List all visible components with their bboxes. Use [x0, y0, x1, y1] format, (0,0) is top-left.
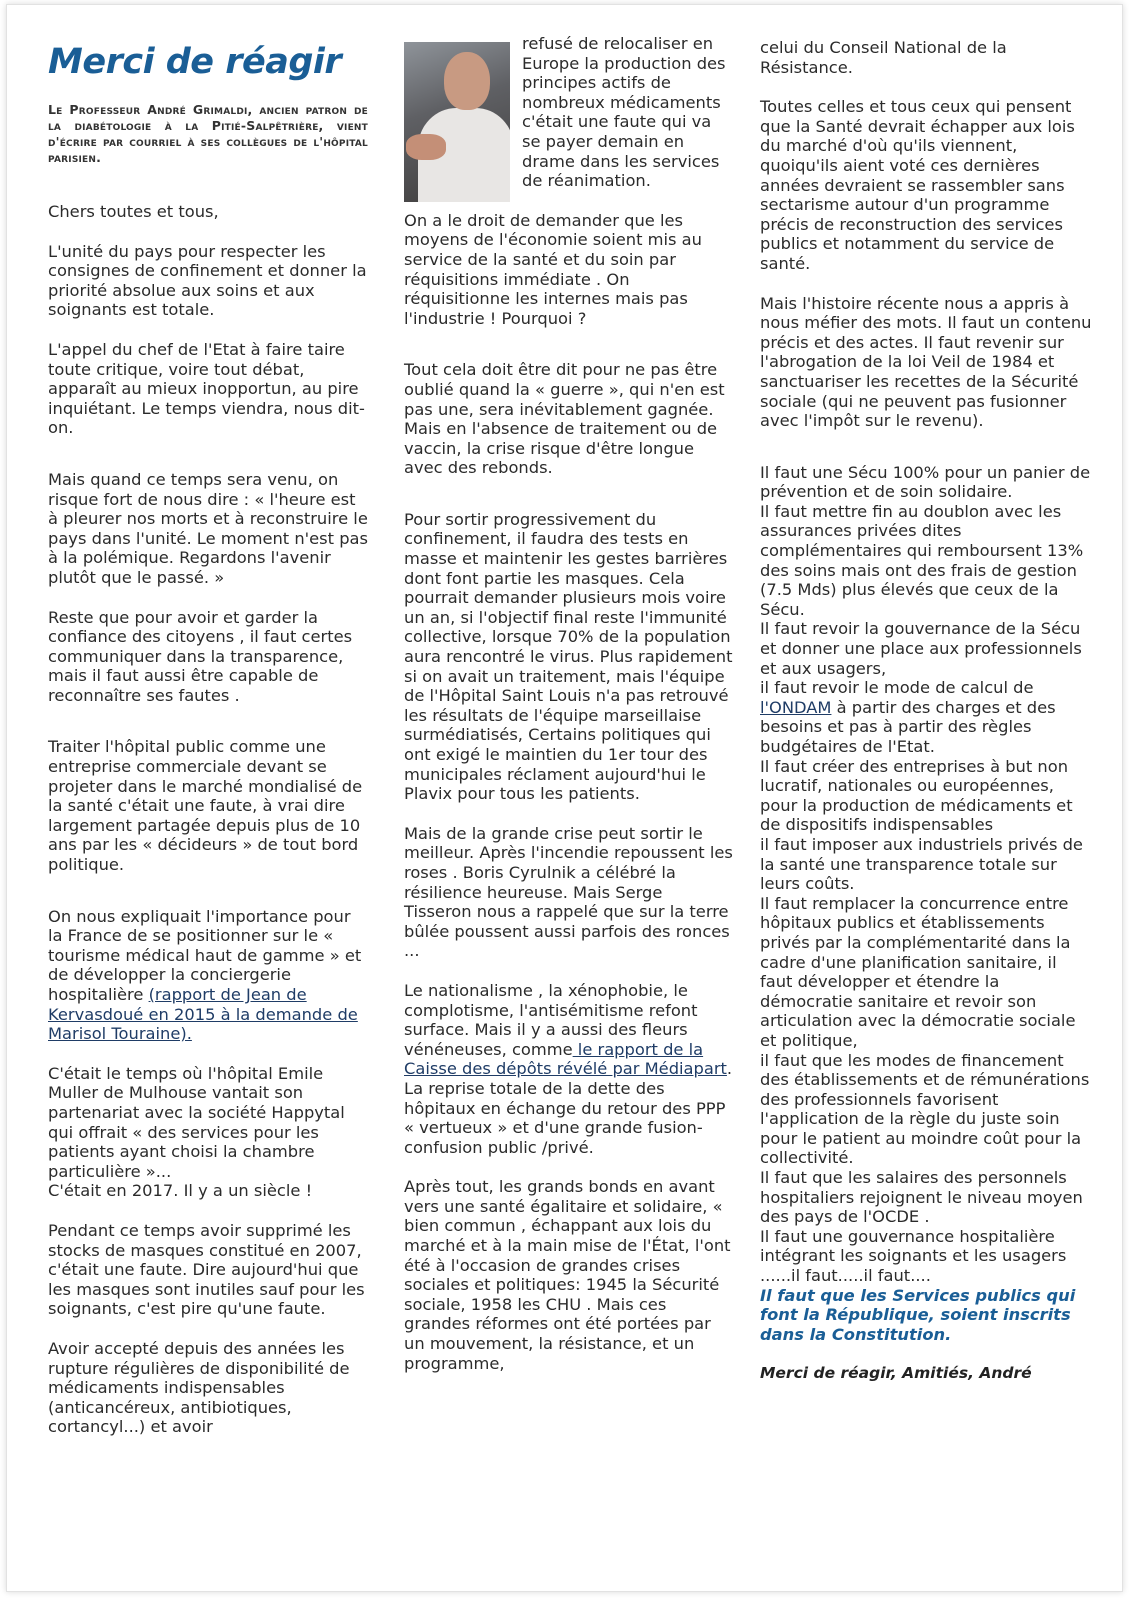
list-item: Il faut créer des entreprises à but non lucratif, nationales ou européennes, pour la production de médicaments et de dispositifs indispensables [760, 756, 1073, 835]
closing-statement-period: . [945, 1324, 952, 1344]
paragraph: Pendant ce temps avoir supprimé les stocks de masques constitué en 2007, c'était une faute. Dire aujourd'hui que les masques sont inutiles sauf pour les soignants, c'est pire qu'une faute. [48, 1220, 365, 1319]
paragraph: Avoir accepté depuis des années les rupture régulières de disponibilité de médicaments indispensables (anticancéreux, antibiotiques, cortancyl...) et avoir [48, 1338, 350, 1437]
paragraph-text: On nous expliquait l'importance pour la France de se positionner sur le « tourisme médical haut de gamme » et de développer la conciergerie hospitalière [48, 906, 362, 1004]
paragraph: celui du Conseil National de la Résistance. [760, 38, 1007, 77]
list-item: Il faut remplacer la concurrence entre hôpitaux publics et établissements privés par la complémentarité dans la cadre d'une planification sanitaire, il faut développer et étendre la démocratie sanitaire et revoir son articulation avec la démocratie sociale et politique, [760, 893, 1076, 1050]
portrait-photo [404, 42, 510, 202]
list-item [760, 678, 1092, 756]
paragraph: Pour sortir progressivement du confinement, il faudra des tests en masse et maintenir les gestes barrières dont font partie les masques. Cela pourrait demander plusieurs mois voire un an, si l'objectif final reste l'immunité collective, lorsque 70% de la population aura rencontré le virus. Plus rapidement si on avait un traitement, mais l'équipe de l'Hôpital Saint Louis n'a pas retrouvé les résultats de l'équipe marseillaise surmédiatisés, Certains politiques qui ont exigé le maintien du 1er tour des municipales réclament aujourd'hui le Plavix pour tous les patients. [404, 509, 733, 804]
list-item-text: à partir des charges et des besoins et pas à partir des règles budgétaires de l'Etat. [760, 697, 1056, 756]
paragraph-text: Le nationalisme , la xénophobie, le complotisme, l'antisémitisme refont surface. Mais il y a aussi des fleurs vénéneuses, comme [404, 980, 698, 1059]
signature: Merci de réagir, Amitiés, André [760, 1364, 1032, 1383]
column-1 [48, 28, 368, 1457]
article-title: Merci de réagir [48, 42, 342, 82]
column-3 [760, 38, 1092, 1404]
list-item: Il faut que les salaires des personnels hospitaliers rejoignent le niveau moyen des pays de l'OCDE . [760, 1168, 1083, 1227]
paragraph-text: . La reprise totale de la dette des hôpitaux en échange du retour des PPP « vertueux » et d'une grande fusion-confusion public /privé. [404, 1059, 733, 1157]
list-item: il faut que les modes de financement des établissements et de rémunérations des professionnels favorisent l'application de la règle du juste soin pour le patient au moindre coût pour la collectivité. [760, 1050, 1090, 1168]
list-item: il faut imposer aux industriels privés de la santé une transparence totale sur leurs coûts. [760, 834, 1083, 894]
list-item: Il faut une Sécu 100% pour un panier de prévention et de soin solidaire. [760, 462, 1091, 502]
paragraph [404, 981, 734, 1157]
column-2 [404, 34, 734, 1393]
paragraph: On a le droit de demander que les moyens de l'économie soient mis au service de la santé et du soin par réquisitions immédiate . On réquisitionne les internes mais pas l'industrie ! Pourquoi ? [404, 210, 702, 328]
kervasdoue-report-link[interactable]: (rapport de Jean de Kervasdoué en 2015 à la demande de Marisol Touraine). [48, 985, 358, 1044]
paragraph: Reste que pour avoir et garder la confiance des citoyens , il faut certes communiquer dans la transparence, mais il faut aussi être capable de reconnaître ses fautes . [48, 607, 353, 705]
paragraph: Mais quand ce temps sera venu, on risque fort de nous dire : « l'heure est à pleurer nos morts et à reconstruire le pays dans l'unité. Le moment n'est pas à la polémique. Regardons l'avenir plutôt que le passé. » [48, 469, 369, 587]
list-item: Il faut mettre fin au doublon avec les assurances privées dites complémentaires qui remboursent 13% des soins mais ont des frais de gestion (7.5 Mds) plus élevés que ceux de la Sécu. [760, 501, 1084, 619]
list-item: Il faut une gouvernance hospitalière intégrant les soignants et les usagers ......il faut.....il faut.... [760, 1226, 1067, 1286]
paragraph: Après tout, les grands bonds en avant vers une santé égalitaire et solidaire, « bien commun , échappant aux lois du marché et à la main mise de l'État, l'ont été à l'occasion de grandes crises sociales et politiques: 1945 la Sécurité sociale, 1958 les CHU . Mais ces grandes réformes ont été portées par un mouvement, la résistance, et un programme, [404, 1177, 731, 1373]
ondam-link[interactable]: l'ONDAM [760, 697, 832, 717]
paragraph: Mais de la grande crise peut sortir le meilleur. Après l'incendie repoussent les roses . Boris Cyrulnik a célébré la résilience heureuse. Mais Serge Tisseron nous a rappelé que sur la terre bûlée poussent aussi parfois des ronces ... [404, 823, 733, 961]
paragraph: refusé de relocaliser en Europe la production des principes actifs de nombreux médicaments c'était une faute qui va se payer demain en drame dans les services de réanimation. [522, 34, 726, 191]
list-item: Il faut revoir la gouvernance de la Sécu et donner une place aux professionnels et aux usagers, [760, 619, 1082, 678]
paragraph: Mais l'histoire récente nous a appris à nous méfier des mots. Il faut un contenu précis et des actes. Il faut revenir sur l'abrogation de la loi Veil de 1984 et sanctuariser les recettes de la Sécurité sociale (qui ne peuvent pas fusionner avec l'impôt sur le revenu). [760, 293, 1092, 431]
paragraph: Toutes celles et tous ceux qui pensent que la Santé devrait échapper aux lois du marché d'où qu'ils viennent, quoiqu'ils aient voté ces dernières années devraient se rassembler sans sectarisme autour d'un programme précis de reconstruction des services publics et notamment du service de santé. [760, 97, 1075, 273]
paragraph: Traiter l'hôpital public comme une entreprise commerciale devant se projeter dans le marché mondialisé de la santé c'était une faute, à vrai dire largement partagée depuis plus de 10 ans par les « décideurs » de tout bord politique. [48, 737, 363, 875]
closing-statement-text: Il faut que les Services publics qui font la République, soient inscrits dans la Constitution [760, 1285, 1076, 1344]
article-intro: Le Professeur André Grimaldi, ancien patron de la diabétologie à la Pitié-Salpêtrière, vient d'écrire par courriel à ses collègues de l'hôpital parisien. [48, 102, 368, 165]
closing-statement [760, 1286, 1092, 1345]
paragraph: C'était en 2017. Il y a un siècle ! [48, 1181, 313, 1201]
paragraph [48, 907, 368, 1044]
paragraph: Tout cela doit être dit pour ne pas être oublié quand la « guerre », qui n'en est pas une, sera inévitablement gagnée. Mais en l'absence de traitement ou de vaccin, la crise risque d'être longue avec des rebonds. [404, 360, 725, 478]
caisse-depots-report-link[interactable]: le rapport de la Caisse des dépôts révélé par Médiapart [404, 1039, 727, 1079]
list-item-text: il faut revoir le mode de calcul de [760, 678, 1034, 698]
paragraph: L'appel du chef de l'Etat à faire taire toute critique, voire tout débat, apparaît au mieux inopportun, au pire inquiétant. Le temps viendra, nous dit-on. [48, 339, 365, 438]
paragraph: L'unité du pays pour respecter les consignes de confinement et donner la priorité absolue aux soins et aux soignants est totale. [48, 241, 367, 320]
paragraph: Chers toutes et tous, [48, 202, 219, 221]
paragraph: C'était le temps où l'hôpital Emile Muller de Mulhouse vantait son partenariat avec la société Happytal qui offrait « des services pour les patients ayant choisi la chambre particulière »... [48, 1063, 345, 1181]
